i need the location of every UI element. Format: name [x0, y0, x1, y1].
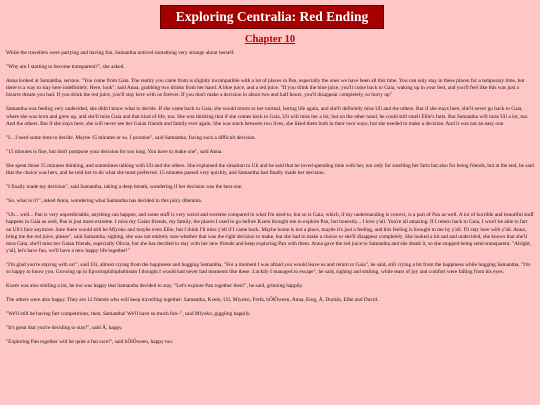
paragraph: Kxem was also smiling a lot, he too was happy that Samantha decided to stay. "Let's explore Pan together then!", he said, grinning happily. — [6, 283, 304, 290]
paragraph: "So, what is it?", asked Anna, wondering what Samantha has decided in this juicy dilemma. — [6, 198, 203, 205]
story-body — [6, 50, 534, 353]
paragraph: "I finally made my decision", said Samantha, taking a deep breath, wondering if her decision was the best one. — [6, 184, 243, 191]
paragraph: "Why am I starting to become transparent?", she asked. — [6, 64, 125, 71]
chapter-heading: Chapter 10 — [244, 34, 296, 45]
paragraph: "Exploring Pan together will be quite a fun race!", said hÖlÖween, happy too. — [6, 339, 174, 346]
paragraph: "I... I need some time to decide. Maybe 15 minutes or so. I promise", said Samantha, facing such a difficult decision. — [6, 134, 256, 141]
paragraph: "Uh... well... Pan is very unpredictable, anything can happen, and some stuff is very weird and extreme compared to what I'm used to, but so is Gaia, which, if my understanding is correct, is a part of Pan as well. A lot of horrible and beautiful stuff happens in Gaia as well, Pan is just more extreme. I miss my Gaian friends, my family, the places I used to go before Kxem brought me to explore Pan, but honestly... I love y'all. You're all amazing. If I return back to Gaia, I won't be able to fart on Uli's face anymore. Sure there would still be Miyoko and maybe even Ellie, but I think I'll miss y'all if I came back. Maybe home is not a place, maybe it's just a feeling, and this feeling is brought to me by y'all. I'll stay here with y'all. Anna, bring me the red juice, please", said Samantha, sighing, she was not entirely sure whether that was the right decision to make, but she had to make a choice or she'll disappear completely. She looked a bit sad and undecided, she knows that she'll miss Gaia, she'll miss her Gaian friends, especially Olivia, but she has decided to stay with her new friends and keep exploring Pan with them. Anna gave the red juice to Samantha and she drank it, so she stopped being semi-transparent. "Alright, y'all, let's have fun, we'll have a new happy life together!" — [6, 212, 534, 254]
paragraph: She spent those 15 minutes thinking, and sometimes talking with Uli and the others. She explained the situation to Uli and he said that he loved spending time with her, not only for smelling her farts but also for being friends, but at the end, he said that the choice was hers, and he told her to do what she most preferred. 15 minutes passed very quickly, and Samantha had finally made her decision. — [6, 162, 534, 177]
paragraph: "We'll still be having fart competitions, then, Samantha! We'll have so much fun~", said Miyoko, giggling happily. — [6, 311, 251, 318]
paragraph: "I'm glad you're staying with us!", said Uli, almost crying from the happiness and hugging Samantha, "For a moment I was afraid you would leave us and return to Gaia", he said, still crying a bit from the happiness while hugging Samantha, "I'm so happy to know you. Growing up in Eproctophilophobistan I thought I would had never had moments like these. Luckily I managed to escape", he said, sighing and smiling, while tears of joy and comfort were falling from his eyes. — [6, 262, 531, 276]
paragraph: While the travellers were partying and having fun, Samantha noticed something very strange about herself. — [6, 50, 235, 56]
paragraph: Samantha was feeling very undecided, she didn't know what to decide. If she came back to Gaia, she would return to her normal, boring life again, and she'll definitely miss Uli and the others. But if she stays here, she'll never go back to Gaia, where she was born and grew up, and she'll miss Gaia and that kind of life, too. She was thinking that if she comes back to Gaia, Uli will miss her a lot, but on the other hand, he could still smell Ellie's farts. But Samantha will miss Uli a lot, too. And the others. But if she stays here, she will never see her Gaian friends and family ever again. She was stuck between two lives, she liked them both in their own ways, but she needed to make a decision. And it was not an easy one. — [6, 106, 529, 127]
paragraph: "15 minutes is fine, but don't postpone your decision for too long. You have to make one", said Anna. — [6, 148, 223, 155]
title-banner — [160, 5, 384, 29]
paragraph: Anna looked at Samantha, serious. "You come from Gaia. The reality you came from is slightly incompatible with a lot of places in Pan, especially the ones we have been all this time. You can only stay in these places for a temporary time, but there is a way to stay here indefinitely. Here, look", said Anna, grabbing two drinks from her hand. A blue juice, and a red juice. "If you drink the blue juice, you'll come back to Gaia, waking up in your bed, and you'll feel like this was just a bizarre dream you had. If you drink the red juice, you'll stay here with us forever. If you don't make a decision in about two and half hours, you'll disappear completely, so hurry up" — [6, 78, 525, 99]
paragraph: "It's great that you're deciding to stay!", said Å, happy. — [6, 325, 123, 332]
page-title: Exploring Centralia: Red Ending — [175, 9, 369, 24]
paragraph: The others were also happy. They are 12 friends who will keep travelling together: Samantha, Kxem, Uli, Miyoko, Frefa, hÖlÖween, Anna, Ereg, Å, Duckle, Ellie and David. — [6, 297, 379, 304]
